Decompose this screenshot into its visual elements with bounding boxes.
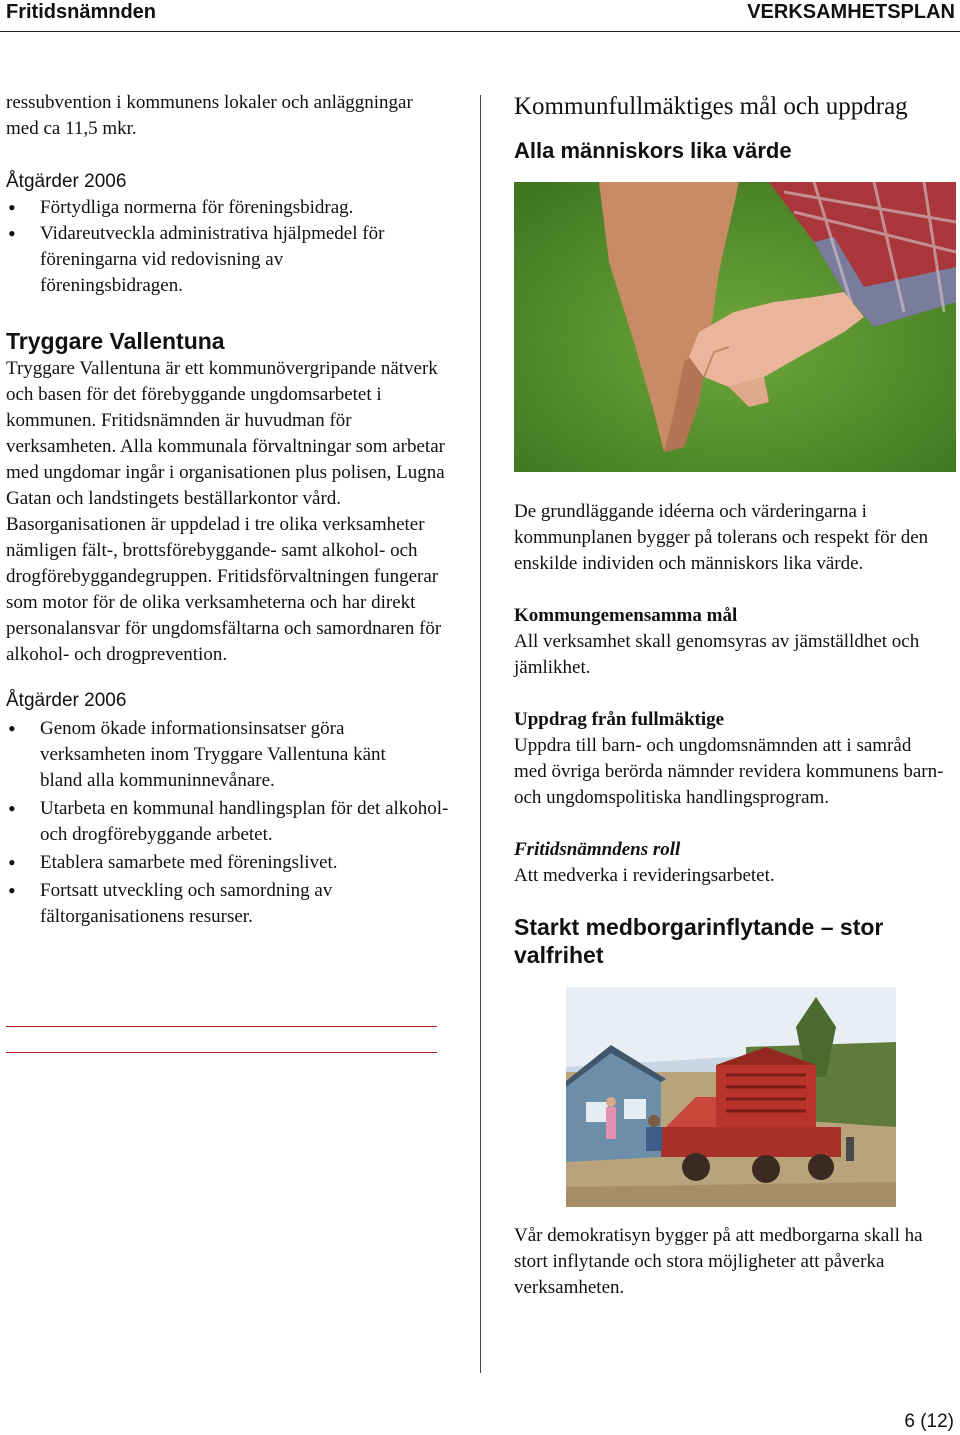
demokrati-text: Vår demokratisyn bygger på att medborgarna skall ha stort inflytande och stora möjligheter att påverka verksamheten. bbox=[514, 1225, 923, 1298]
list-item: • Genom ökade informationsinsatser göra verksamheten inom Tryggare Vallentuna känt bland alla kommuninnevånare. bbox=[6, 716, 418, 794]
roll-text: Att medverka i revideringsarbetet. bbox=[514, 865, 775, 886]
right-column bbox=[514, 92, 958, 1301]
list-item: • Förtydliga normerna för föreningsbidrag. bbox=[6, 195, 426, 221]
uppdrag-heading: Uppdrag från fullmäktige bbox=[514, 709, 725, 730]
header-rule bbox=[0, 31, 960, 32]
fill-line bbox=[6, 1052, 437, 1053]
list-item: • Fortsatt utveckling och samordning av fältorganisationens resurser. bbox=[6, 878, 440, 930]
left-column bbox=[6, 90, 451, 930]
list-item: • Utarbeta en kommunal handlingsplan för det alkohol- och drogförebyggande arbetet. bbox=[6, 796, 451, 848]
list-item: • Vidareutveckla administrativa hjälpmedel för föreningarna vid redovisning av föreningsbidragen. bbox=[6, 221, 418, 299]
tryggare-body: Tryggare Vallentuna är ett kommunövergripande nätverk och basen för det förebyggande ungdomsarbetet i kommunen. Fritidsnämnden är huvudman för verksamheten. Alla kommunala förvaltningar som arbetar med ungdomar ingår i organisationen plus polisen, Lugna Gatan och landstingets beställarkontor vård. Basorganisationen är uppdelad i tre olika verksamheter nämligen fält-, brottsförebyggande- samt alkohol- och drogförebyggandegruppen. Fritidsförvaltningen fungerar som motor för de olika verksamheterna och har direkt personalansvar för ungdomsfältarna och samordnaren för alkohol- och drogprevention. bbox=[6, 358, 445, 665]
intro-text: ressubvention i kommunens lokaler och anläggningar med ca 11,5 mkr. bbox=[6, 92, 413, 139]
starkt-heading: Starkt medborgarinflytande – stor valfrihet bbox=[514, 914, 884, 968]
playground-photo bbox=[566, 987, 896, 1207]
roll-heading: Fritidsnämndens roll bbox=[514, 839, 681, 860]
atgarder-heading-2: Åtgärder 2006 bbox=[6, 690, 127, 711]
header-document-type: VERKSAMHETSPLAN bbox=[747, 1, 955, 23]
atgarder-heading-1: Åtgärder 2006 bbox=[6, 171, 127, 192]
grundlaggande-text: De grundläggande idéerna och värderingarna i kommunplanen bygger på tolerans och respekt för den enskilde individen och människors lika värde. bbox=[514, 501, 929, 574]
kommungemensamma-text: All verksamhet skall genomsyras av jämställdhet och jämlikhet. bbox=[514, 631, 920, 678]
kommungemensamma-heading: Kommungemensamma mål bbox=[514, 605, 738, 626]
sub-heading-lika-varde: Alla människors lika värde bbox=[514, 138, 792, 163]
main-heading: Kommunfullmäktiges mål och uppdrag bbox=[514, 93, 908, 120]
uppdrag-text: Uppdra till barn- och ungdomsnämnden att i samråd med övriga berörda nämnder revidera kommunens barn- och ungdomspolitiska handlingsprogram. bbox=[514, 735, 944, 808]
fill-line bbox=[6, 1026, 437, 1027]
hands-photo bbox=[514, 182, 956, 472]
header-organisation: Fritidsnämnden bbox=[6, 1, 157, 23]
page-header bbox=[0, 0, 960, 28]
column-divider bbox=[480, 95, 481, 1373]
page-number: 6 (12) bbox=[904, 1411, 954, 1432]
atgarder-list-1 bbox=[6, 195, 426, 299]
tryggare-heading: Tryggare Vallentuna bbox=[6, 328, 225, 354]
atgarder-list-2 bbox=[6, 716, 451, 930]
list-item: • Etablera samarbete med föreningslivet. bbox=[6, 850, 451, 876]
